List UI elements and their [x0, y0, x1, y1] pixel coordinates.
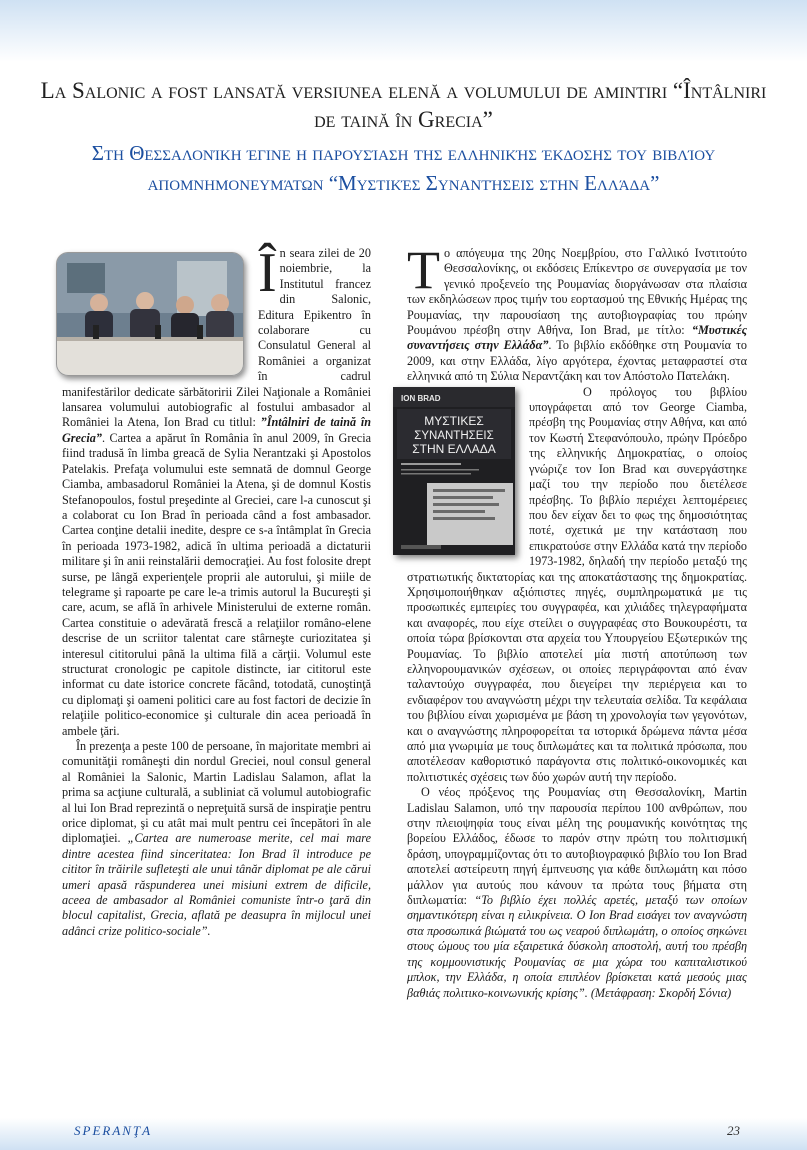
book-author: ION BRAD — [401, 393, 441, 403]
ro-paragraph-1: n seara zilei de 20 noiembrie, la Institutul francez din Salonic, Editura Epikentro în colaborare cu Consulatul General al României a organizat în cadrul manifestărilor dedicate sărbătoririi Zilei Naţionale a României lansarea volumului autobiografic al fostului ambasador al României la Atena, Ion Brad cu titlul: — [62, 246, 371, 430]
gr-book-title: “Μυστικές συναντήσεις στην Ελλάδα” — [407, 323, 747, 353]
dropcap-greek: Τ — [407, 240, 440, 300]
header-gradient-band — [0, 0, 807, 62]
gr-paragraph-3: Ο νέος πρόξενος της Ρουμανίας στη Θεσσαλονίκη, Martin Ladislau Salamon, υπό την παρουσία περίπου 100 ανθρώπων, που στην πλειοψηφία τους είναι μέλη της ρουμανικής κοινότητας της βορείου Ελλάδος, έδωσε το παρόν στην πρώτη του πολιτισμική δράση, υπογραμμίζοντας ότι το αυτοβιογραφικό βιβλίο του Ion Brad αποτελεί αστείρευτη πηγή έμπνευσης για κάθε διπλωμάτη και πόσο μάλλον για αυτούς που κάνουν τα πρώτα τους βήματα στη διπλωματία: — [407, 785, 747, 908]
event-photo-illustration — [57, 253, 243, 375]
book-cover — [393, 387, 515, 555]
event-photo — [56, 252, 244, 376]
romanian-text-column — [62, 242, 372, 939]
dropcap-romanian: Î — [258, 242, 277, 304]
gr-quote: “Το βιβλίο έχει πολλές αρετές, μεταξύ των οποίων σημαντικότερη είναι η ειλικρίνεια. Ο Ion Brad εισάγει τον αναγνώστη στα προσωπικά βιώματά του ως νεαρού διπλωμάτη, ο οποίος σηκώνει στους ώμους του μία εξαιρετικά δύσκολη αποστολή, αυτή του πρέσβη της κομμουνιστικής Ρουμανίας σε μια χώρα του καπιταλιστικού μπλοκ, την Ελλάδα, η οποία επιπλέον βρίσκεται κατά μεσούς μιας βαθιάς πολιτικο-κοινωνικής κρίσης”. — [407, 893, 747, 1000]
greek-text-column — [401, 240, 747, 1001]
magazine-name: SPERANŢA — [74, 1123, 153, 1138]
book-cover-illustration — [393, 387, 515, 555]
article-title-greek: Στη Θεσσαλονίκη έγινε η παρουσίαση της ελληνικής έκδοσης του βιβλίου απομνημονευμάτων “Μυστικές Συναντήσεις στην Ελλάδα” — [91, 141, 716, 195]
book-title-line2: ΣΥΝΑΝΤΗΣΕΙΣ — [414, 429, 494, 442]
article-title-romanian: La Salonic a fost lansată versiunea elenă a volumului de amintiri “Întâlniri de taină în Grecia” — [40, 78, 767, 132]
page-number: 23 — [727, 1123, 740, 1138]
book-title-line1: ΜΥΣΤΙΚΕΣ — [424, 413, 484, 428]
gr-paragraph-2: Ο πρόλογος του βιβλίου υπογράφεται από τον George Ciamba, πρέσβη της Ρουμανίας στην Αθήνα, και από τον Κωστή Στεφανόπουλο, πρώην Πρόεδρο της ελληνικής Δημοκρατίας, ο οποίος γνώριζε τον Ion Brad και συνεργάστηκε μαζί του την περίοδο που διετέλεσε πρέσβης. Το βιβλίο περιέχει λεπτομέρειες που δεν είχαν δει το φως της δημοσιότητας ποτέ, σχετικά με την κατάσταση που επικρατούσε στην Ελλάδα κατά την περίοδο 1973-1982, δηλαδή την περίοδο μεταξύ της στρατιωτικής δικτατορίας και της αποκατάστασης της δημοκρατίας. Χρησιμοποιήθηκαν αξιόπιστες πηγές, συμπληρωματικά με τις προσωπικές εμπειρίες του συγγραφέα, και χιλιάδες τηλεγραφήματα και αναφορές, που είχε στείλει ο συγγραφέας στο Βουκουρέστι, τα οποία τώρα βρίσκονται στα αρχεία του Υπουργείου Εξωτερικών της Ρουμανίας. Το βιβλίο αποτελεί μία πιστή αποτύπωση των ελληνορουμανικών σχέσεων, οι οποίες περιγράφονται από έναν ταλαντούχο συγγραφέα, που διεγείρει την περιέργεια και το ενδιαφέρον του αναγνώστη μέχρι την τελευταία σελίδα. Τα κεφάλαια του βιβλίου είναι χωρισμένα με βάση τη χρονολογία των γεγονότων, και ο αναγνώστης πληροφορείται τα ιστορικά δρώμενα πάντα μέσα από μια γνωριμία με τους διπλωμάτες και τα πολιτικά πρόσωπα, που αποτέλεσαν καθοριστικό παράγοντα στις πολιτικό-οικονομικές και πολιτιστικές σχέσεις των δύο χωρών αυτή την περίοδο. — [407, 384, 747, 784]
ro-paragraph-2: În prezenţa a peste 100 de persoane, în majoritate membri ai comunităţii româneşti din nordul Greciei, noul consul general al României la Salonic, Martin Ladislau Salamon, aflat la prima sa acţiune culturală, a subliniat că volumul autobiografic al lui Ion Brad reprezintă o nepreţuită sursă de inspiraţie pentru orice diplomat, şi cu atât mai mult pentru cei începători în ale diplomaţiei. — [62, 739, 371, 846]
gr-translation-credit: (Μετάφραση: Σκορδή Σόνια) — [587, 985, 732, 1000]
ro-quote: „Cartea are numeroase merite, cel mai mare dintre acestea fiind sinceritatea: Ion Brad îl introduce pe cititor în trăirile sufleteşti ale unui tânăr diplomat pe ale cărui umeri apasă răspunderea unei misiuni extrem de dificile, aceea de ambasador al României comuniste într-o ţară din blocul capitalist, Grecia, aflată pe deasupra în mijlocul unei adânci crize politico-sociale”. — [62, 831, 372, 938]
ro-book-title: ”Întâlniri de taină în Grecia” — [62, 415, 371, 445]
gr-paragraph-1: ο απόγευμα της 20ης Νοεμβρίου, στο Γαλλικό Ινστιτούτο Θεσσαλονίκης, οι εκδόσεις Επίκεντρο σε συνεργασία με τον γενικό προξενείο της Ρουμανίας διοργάνωσαν στα πλαίσια των εκδηλώσεων προς τιμήν του εορτασμού της Εθνικής Ημέρας της Ρουμανίας, την παρουσίαση της αυτοβιογραφίας του πρώην Ρουμάνου πρέσβη στην Αθήνα, Ion Brad, με τίτλο: — [407, 246, 747, 338]
gr-paragraph-1-cont: . Το βιβλίο εκδόθηκε στη Ρουμανία το 2009, και στην Ελλάδα, λίγο αργότερα, έχοντας μεταφραστεί στα ελληνικά από τη Σύλια Νεραντζάκη και τον Απόστολο Πατελάκη. — [407, 338, 747, 384]
ro-paragraph-1-cont: . Cartea a apărut în România în anul 2009, în Grecia fiind tradusă în limba greacă de Sylia Nerantzaki şi Apostolos Patelakis. Prefaţa volumului este semnată de domnul George Ciamba, ambasadorul României la Atena, şi de domnul Kostis Stefanopoulos, fostul preşedinte al Greciei, care l-a cunoscut şi a colaborat cu Ion Brad în perioada când a fost ambasador. Cartea conţine detalii inedite, despre ce s-a întâmplat în Grecia în perioada 1973-1982, adică în ultima perioadă a dictaturii militare şi în anii reinstalării democraţiei. Au fost folosite drept surse, pe lângă experienţele proprii ale autorului, şi miile de telegrame şi rapoarte pe care le-a trimis autorul la Bucureşti şi care, acum, se află în arhivele Ministerului de externe român. Cartea constituie o adevărată frescă a relaţiilor româno-elene descrise de un scriitor talentat care stârneşte curiozitatea şi interesul cititorului până la ultima filă a cărţii. Volumul este structurat cronologic pe capitole distincte, iar cititorul este informat cu date istorice concrete făcând, totodată, cunoştinţă cu diplomaţi şi oameni politici care au fost factori de decizie în relaţiile politico-economice şi culturale din acea perioadă în ambele ţări. — [62, 430, 371, 738]
book-title-line3: ΣΤΗΝ ΕΛΛΑΔΑ — [412, 441, 496, 456]
